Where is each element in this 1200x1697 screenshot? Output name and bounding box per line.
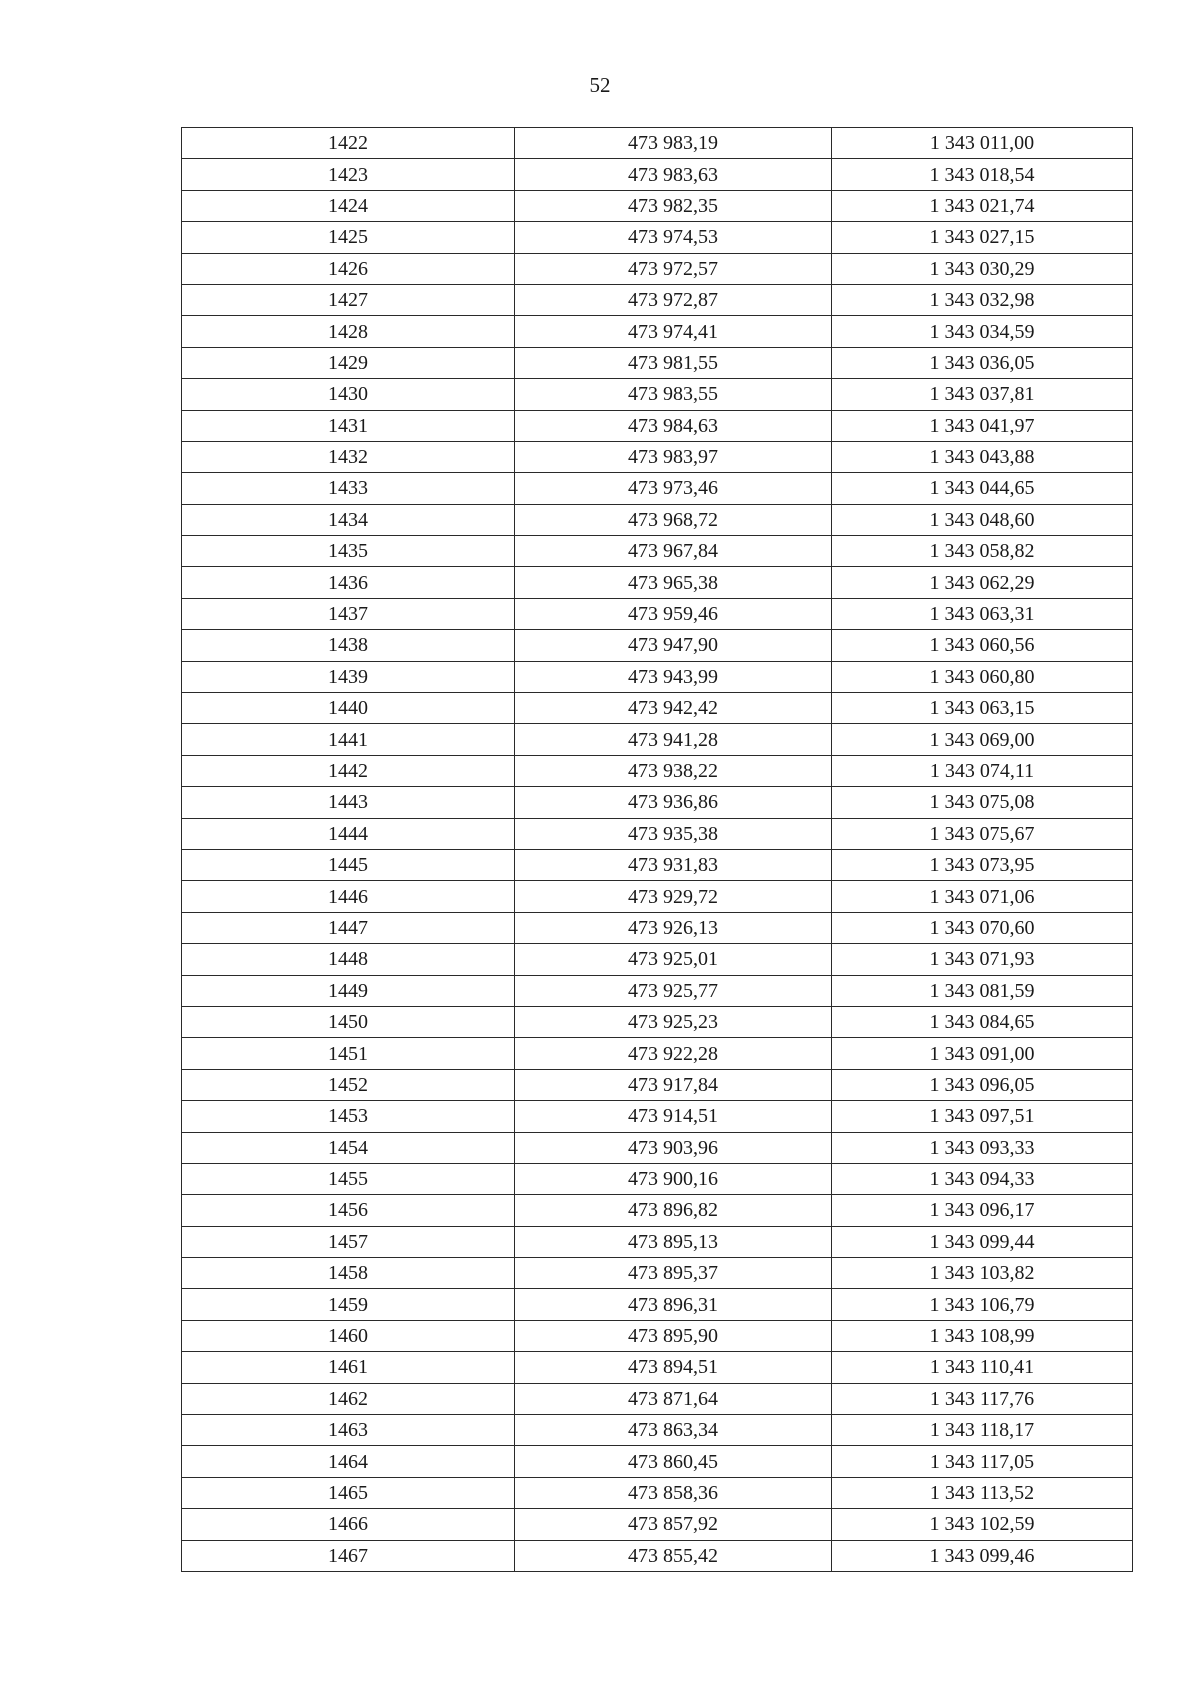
x-coordinate-cell: 473 967,84 [515,536,832,567]
point-number-cell: 1436 [182,567,515,598]
y-coordinate-cell: 1 343 108,99 [832,1320,1133,1351]
table-row [182,1006,1133,1037]
x-coordinate-cell: 473 983,19 [515,128,832,159]
y-coordinate-cell: 1 343 060,56 [832,630,1133,661]
table-row [182,1352,1133,1383]
table-row [182,284,1133,315]
x-coordinate-cell: 473 943,99 [515,661,832,692]
point-number-cell: 1437 [182,598,515,629]
table-row [182,316,1133,347]
y-coordinate-cell: 1 343 071,93 [832,944,1133,975]
y-coordinate-cell: 1 343 110,41 [832,1352,1133,1383]
table-row [182,755,1133,786]
y-coordinate-cell: 1 343 060,80 [832,661,1133,692]
y-coordinate-cell: 1 343 069,00 [832,724,1133,755]
x-coordinate-cell: 473 896,31 [515,1289,832,1320]
point-number-cell: 1449 [182,975,515,1006]
table-row [182,693,1133,724]
y-coordinate-cell: 1 343 097,51 [832,1101,1133,1132]
point-number-cell: 1452 [182,1069,515,1100]
y-coordinate-cell: 1 343 096,17 [832,1195,1133,1226]
y-coordinate-cell: 1 343 099,44 [832,1226,1133,1257]
x-coordinate-cell: 473 855,42 [515,1540,832,1571]
point-number-cell: 1462 [182,1383,515,1414]
table-row [182,1289,1133,1320]
x-coordinate-cell: 473 982,35 [515,190,832,221]
point-number-cell: 1432 [182,441,515,472]
point-number-cell: 1439 [182,661,515,692]
table-row [182,1415,1133,1446]
y-coordinate-cell: 1 343 113,52 [832,1477,1133,1508]
y-coordinate-cell: 1 343 034,59 [832,316,1133,347]
table-row [182,787,1133,818]
x-coordinate-cell: 473 871,64 [515,1383,832,1414]
point-number-cell: 1458 [182,1258,515,1289]
point-number-cell: 1455 [182,1163,515,1194]
y-coordinate-cell: 1 343 091,00 [832,1038,1133,1069]
table-row [182,379,1133,410]
y-coordinate-cell: 1 343 036,05 [832,347,1133,378]
point-number-cell: 1445 [182,849,515,880]
point-number-cell: 1440 [182,693,515,724]
y-coordinate-cell: 1 343 075,67 [832,818,1133,849]
x-coordinate-cell: 473 983,97 [515,441,832,472]
x-coordinate-cell: 473 938,22 [515,755,832,786]
y-coordinate-cell: 1 343 096,05 [832,1069,1133,1100]
point-number-cell: 1467 [182,1540,515,1571]
point-number-cell: 1447 [182,912,515,943]
table-row [182,536,1133,567]
x-coordinate-cell: 473 863,34 [515,1415,832,1446]
x-coordinate-cell: 473 903,96 [515,1132,832,1163]
x-coordinate-cell: 473 972,57 [515,253,832,284]
table-row [182,661,1133,692]
table-row [182,1477,1133,1508]
y-coordinate-cell: 1 343 099,46 [832,1540,1133,1571]
x-coordinate-cell: 473 974,53 [515,222,832,253]
point-number-cell: 1457 [182,1226,515,1257]
point-number-cell: 1456 [182,1195,515,1226]
point-number-cell: 1463 [182,1415,515,1446]
table-row [182,159,1133,190]
point-number-cell: 1423 [182,159,515,190]
point-number-cell: 1433 [182,473,515,504]
x-coordinate-cell: 473 914,51 [515,1101,832,1132]
x-coordinate-cell: 473 935,38 [515,818,832,849]
x-coordinate-cell: 473 947,90 [515,630,832,661]
point-number-cell: 1466 [182,1509,515,1540]
table-row [182,347,1133,378]
table-row [182,1258,1133,1289]
y-coordinate-cell: 1 343 084,65 [832,1006,1133,1037]
x-coordinate-cell: 473 983,55 [515,379,832,410]
point-number-cell: 1459 [182,1289,515,1320]
x-coordinate-cell: 473 895,90 [515,1320,832,1351]
x-coordinate-cell: 473 981,55 [515,347,832,378]
point-number-cell: 1464 [182,1446,515,1477]
table-row [182,473,1133,504]
x-coordinate-cell: 473 974,41 [515,316,832,347]
table-row [182,441,1133,472]
y-coordinate-cell: 1 343 118,17 [832,1415,1133,1446]
x-coordinate-cell: 473 984,63 [515,410,832,441]
y-coordinate-cell: 1 343 106,79 [832,1289,1133,1320]
x-coordinate-cell: 473 925,23 [515,1006,832,1037]
point-number-cell: 1446 [182,881,515,912]
x-coordinate-cell: 473 857,92 [515,1509,832,1540]
point-number-cell: 1424 [182,190,515,221]
table-row [182,1509,1133,1540]
table-row [182,724,1133,755]
table-row [182,1446,1133,1477]
point-number-cell: 1451 [182,1038,515,1069]
table-row [182,253,1133,284]
y-coordinate-cell: 1 343 041,97 [832,410,1133,441]
table-row [182,1383,1133,1414]
y-coordinate-cell: 1 343 037,81 [832,379,1133,410]
point-number-cell: 1448 [182,944,515,975]
y-coordinate-cell: 1 343 103,82 [832,1258,1133,1289]
y-coordinate-cell: 1 343 030,29 [832,253,1133,284]
y-coordinate-cell: 1 343 063,15 [832,693,1133,724]
table-row [182,567,1133,598]
coordinates-table-body [182,128,1133,1572]
y-coordinate-cell: 1 343 032,98 [832,284,1133,315]
table-row [182,222,1133,253]
x-coordinate-cell: 473 894,51 [515,1352,832,1383]
x-coordinate-cell: 473 926,13 [515,912,832,943]
x-coordinate-cell: 473 959,46 [515,598,832,629]
y-coordinate-cell: 1 343 058,82 [832,536,1133,567]
point-number-cell: 1465 [182,1477,515,1508]
x-coordinate-cell: 473 858,36 [515,1477,832,1508]
point-number-cell: 1453 [182,1101,515,1132]
table-row [182,598,1133,629]
y-coordinate-cell: 1 343 117,05 [832,1446,1133,1477]
x-coordinate-cell: 473 900,16 [515,1163,832,1194]
point-number-cell: 1430 [182,379,515,410]
y-coordinate-cell: 1 343 075,08 [832,787,1133,818]
table-row [182,818,1133,849]
table-row [182,1195,1133,1226]
point-number-cell: 1431 [182,410,515,441]
x-coordinate-cell: 473 942,42 [515,693,832,724]
x-coordinate-cell: 473 925,77 [515,975,832,1006]
table-row [182,630,1133,661]
point-number-cell: 1444 [182,818,515,849]
table-row [182,1226,1133,1257]
point-number-cell: 1450 [182,1006,515,1037]
y-coordinate-cell: 1 343 011,00 [832,128,1133,159]
x-coordinate-cell: 473 925,01 [515,944,832,975]
x-coordinate-cell: 473 922,28 [515,1038,832,1069]
x-coordinate-cell: 473 936,86 [515,787,832,818]
table-row [182,1320,1133,1351]
x-coordinate-cell: 473 931,83 [515,849,832,880]
x-coordinate-cell: 473 917,84 [515,1069,832,1100]
y-coordinate-cell: 1 343 063,31 [832,598,1133,629]
table-row [182,1038,1133,1069]
table-row [182,944,1133,975]
table-row [182,1163,1133,1194]
table-row [182,849,1133,880]
x-coordinate-cell: 473 941,28 [515,724,832,755]
point-number-cell: 1428 [182,316,515,347]
table-row [182,1101,1133,1132]
page-number: 52 [589,73,611,97]
x-coordinate-cell: 473 896,82 [515,1195,832,1226]
y-coordinate-cell: 1 343 044,65 [832,473,1133,504]
x-coordinate-cell: 473 895,37 [515,1258,832,1289]
point-number-cell: 1427 [182,284,515,315]
x-coordinate-cell: 473 968,72 [515,504,832,535]
y-coordinate-cell: 1 343 081,59 [832,975,1133,1006]
y-coordinate-cell: 1 343 021,74 [832,190,1133,221]
table-row [182,128,1133,159]
point-number-cell: 1426 [182,253,515,284]
x-coordinate-cell: 473 973,46 [515,473,832,504]
y-coordinate-cell: 1 343 062,29 [832,567,1133,598]
table-row [182,504,1133,535]
y-coordinate-cell: 1 343 073,95 [832,849,1133,880]
point-number-cell: 1422 [182,128,515,159]
table-row [182,1132,1133,1163]
y-coordinate-cell: 1 343 048,60 [832,504,1133,535]
table-row [182,1069,1133,1100]
point-number-cell: 1442 [182,755,515,786]
table-row [182,1540,1133,1571]
y-coordinate-cell: 1 343 018,54 [832,159,1133,190]
y-coordinate-cell: 1 343 027,15 [832,222,1133,253]
y-coordinate-cell: 1 343 074,11 [832,755,1133,786]
y-coordinate-cell: 1 343 071,06 [832,881,1133,912]
point-number-cell: 1441 [182,724,515,755]
x-coordinate-cell: 473 929,72 [515,881,832,912]
table-row [182,975,1133,1006]
point-number-cell: 1460 [182,1320,515,1351]
point-number-cell: 1443 [182,787,515,818]
point-number-cell: 1438 [182,630,515,661]
point-number-cell: 1425 [182,222,515,253]
coordinates-table [181,127,1133,1572]
point-number-cell: 1461 [182,1352,515,1383]
y-coordinate-cell: 1 343 093,33 [832,1132,1133,1163]
table-row [182,190,1133,221]
x-coordinate-cell: 473 965,38 [515,567,832,598]
y-coordinate-cell: 1 343 094,33 [832,1163,1133,1194]
table-row [182,912,1133,943]
table-row [182,881,1133,912]
y-coordinate-cell: 1 343 043,88 [832,441,1133,472]
x-coordinate-cell: 473 972,87 [515,284,832,315]
x-coordinate-cell: 473 895,13 [515,1226,832,1257]
y-coordinate-cell: 1 343 102,59 [832,1509,1133,1540]
x-coordinate-cell: 473 860,45 [515,1446,832,1477]
point-number-cell: 1429 [182,347,515,378]
table-row [182,410,1133,441]
point-number-cell: 1435 [182,536,515,567]
point-number-cell: 1454 [182,1132,515,1163]
x-coordinate-cell: 473 983,63 [515,159,832,190]
point-number-cell: 1434 [182,504,515,535]
y-coordinate-cell: 1 343 117,76 [832,1383,1133,1414]
y-coordinate-cell: 1 343 070,60 [832,912,1133,943]
